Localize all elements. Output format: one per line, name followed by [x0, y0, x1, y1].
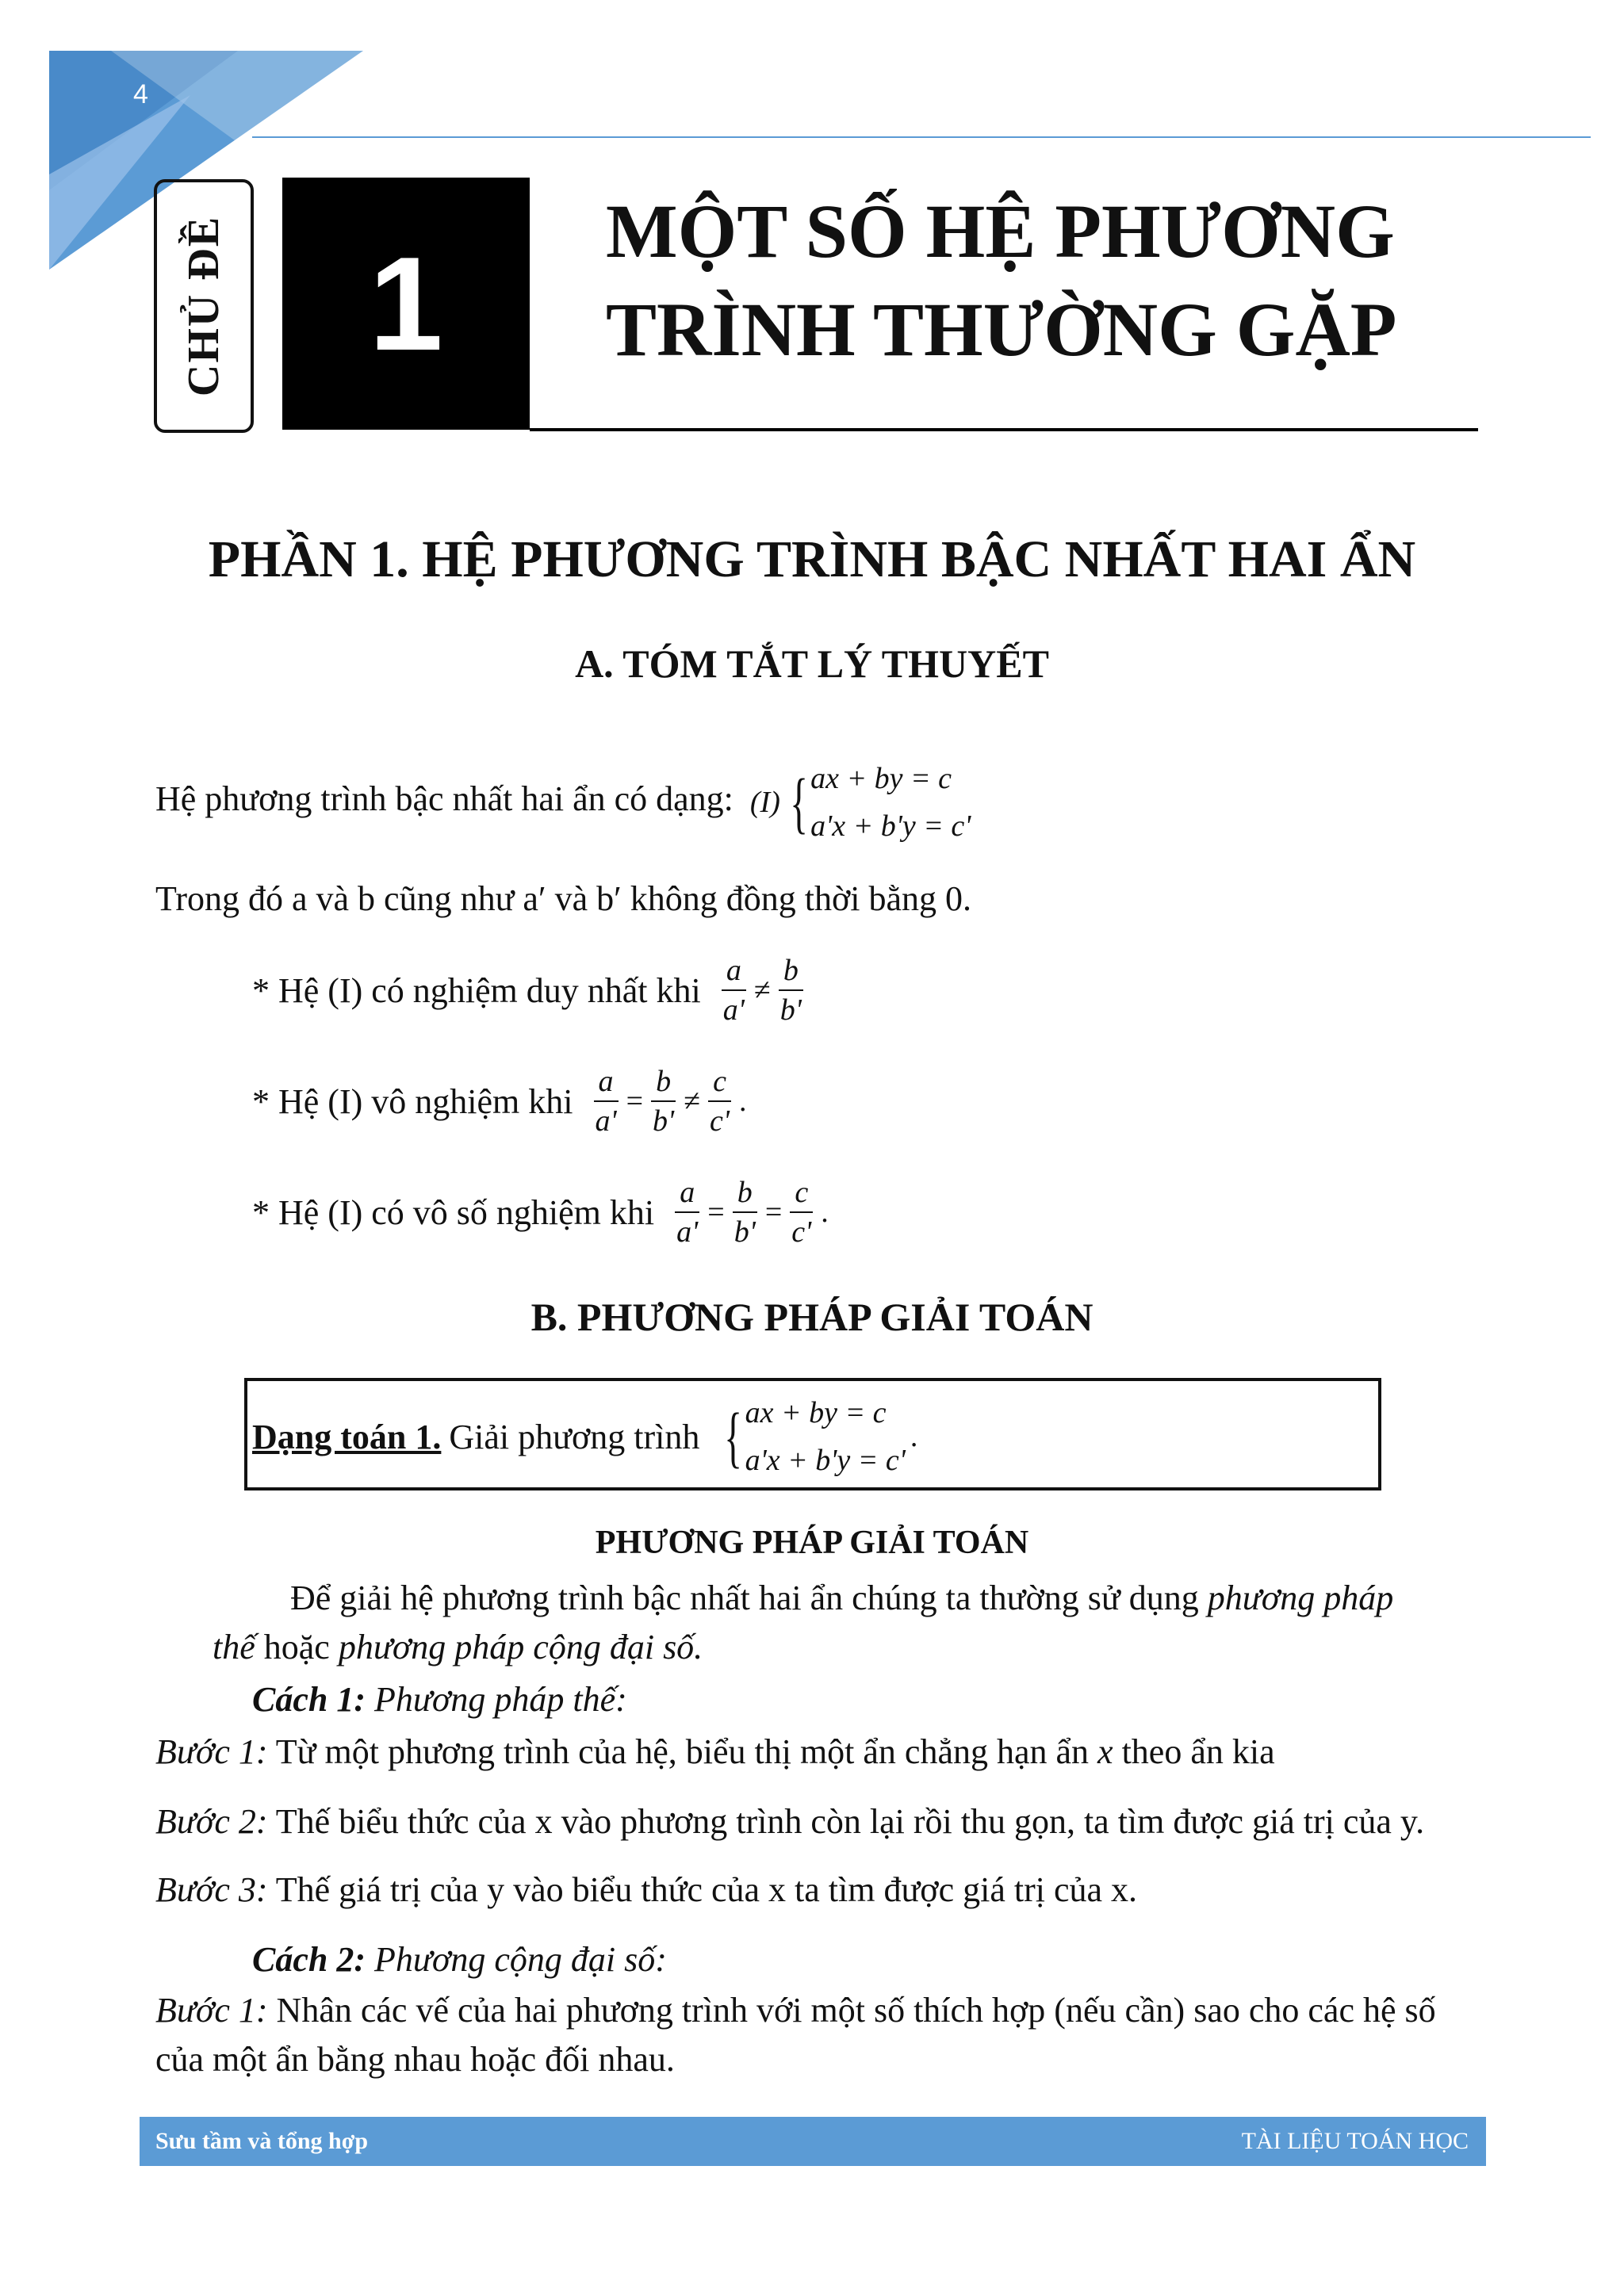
- step-3: [155, 1869, 1137, 1910]
- section-a-title: A. TÓM TẮT LÝ THUYẾT: [575, 641, 1049, 686]
- chapter-number: 1: [282, 178, 530, 430]
- chapter-title-rule: [530, 428, 1478, 431]
- step-1: [155, 1732, 1275, 1772]
- topic-badge-text: CHỦ ĐỀ: [179, 215, 228, 397]
- system-definition: [155, 755, 971, 850]
- system-label: (I): [749, 786, 780, 819]
- case-none-formula: $\frac{a}{a'}$ = $\frac{b}{b'}$ ≠ $\frac{c}{c'}$ .: [587, 1062, 748, 1140]
- method-2-step-1-cont: của một ẩn bằng nhau hoặc đối nhau.: [155, 2040, 675, 2079]
- case-none-text: * Hệ (I) vô nghiệm khi: [252, 1081, 573, 1121]
- case-unique-text: * Hệ (I) có nghiệm duy nhất khi: [252, 970, 701, 1010]
- method-1-label: Cách 1:: [252, 1680, 366, 1719]
- page-number: 4: [133, 79, 148, 109]
- method-intro-line1: [290, 1578, 1393, 1618]
- step-3-text: Thế giá trị của y vào biểu thức của x ta tìm được giá trị của x.: [275, 1870, 1138, 1909]
- topic-badge: [154, 179, 254, 433]
- problem-equation-system: { ax + by = c a'x + b'y = c': [723, 1389, 906, 1484]
- step-2-label: Bước 2:: [155, 1802, 268, 1841]
- problem-equation-2: a'x + b'y = c': [745, 1444, 906, 1477]
- equation-1: ax + by = c: [810, 762, 952, 795]
- method-2-step-1-label: Bước 1:: [155, 1991, 268, 2030]
- section-b-title: B. PHƯƠNG PHÁP GIẢI TOÁN: [530, 1295, 1094, 1339]
- case-unique-formula: $\frac{a}{a'}$ ≠ $\frac{b}{b'}$: [715, 951, 810, 1029]
- part-title: PHẦN 1. HỆ PHƯƠNG TRÌNH BẬC NHẤT HAI ẨN: [208, 530, 1416, 588]
- condition-text: Trong đó a và b cũng như a′ và b′ không đồng thời bằng 0.: [155, 879, 971, 918]
- chapter-title: [606, 182, 1396, 379]
- chapter-title-line2: TRÌNH THƯỜNG GẶP: [606, 287, 1397, 372]
- header-rule: [252, 136, 1591, 138]
- step-2-text: Thế biểu thức của x vào phương trình còn lại rồi thu gọn, ta tìm được giá trị của y.: [275, 1802, 1425, 1841]
- method-or: hoặc: [263, 1628, 330, 1667]
- method-intro-italic: phương pháp: [1207, 1578, 1394, 1617]
- equation-2: a'x + b'y = c': [810, 809, 971, 843]
- footer-left-text: Sưu tầm và tổng hợp: [155, 2128, 369, 2154]
- problem-equation-1: ax + by = c: [745, 1396, 887, 1429]
- case-infinite-text: * Hệ (I) có vô số nghiệm khi: [252, 1192, 655, 1232]
- method-intro-line2: [213, 1627, 703, 1667]
- step-1-variable: x: [1097, 1732, 1113, 1771]
- method-intro-text: Để giải hệ phương trình bậc nhất hai ẩn chúng ta thường sử dụng: [290, 1578, 1199, 1617]
- case-no-solution: [252, 1062, 749, 1140]
- step-2: [155, 1801, 1424, 1842]
- method-1-name: Phương pháp thế:: [374, 1680, 627, 1719]
- chapter-title-line1: MỘT SỐ HỆ PHƯƠNG: [606, 189, 1395, 274]
- intro-text: Hệ phương trình bậc nhất hai ẩn có dạng:: [155, 779, 733, 819]
- case-infinite-solutions: [252, 1173, 830, 1251]
- method-2-heading: [252, 1939, 667, 1980]
- method-heading: PHƯƠNG PHÁP GIẢI TOÁN: [595, 1525, 1029, 1561]
- step-3-label: Bước 3:: [155, 1870, 268, 1909]
- method-substitution: thế: [213, 1628, 255, 1667]
- case-infinite-formula: $\frac{a}{a'}$ = $\frac{b}{b'}$ = $\frac{c}{c'}$ .: [668, 1173, 830, 1251]
- footer-bar: [140, 2117, 1486, 2166]
- problem-type-label: Dạng toán 1.: [252, 1417, 442, 1456]
- method-2-label: Cách 2:: [252, 1940, 366, 1979]
- step-1-label: Bước 1:: [155, 1732, 268, 1771]
- method-addition: phương pháp cộng đại số.: [338, 1628, 703, 1667]
- problem-type: Dạng toán 1. Giải phương trình { ax + by = c a'x + b'y = c' .: [252, 1389, 919, 1484]
- problem-type-text: Giải phương trình: [449, 1417, 700, 1456]
- method-2-name: Phương cộng đại số:: [374, 1940, 667, 1979]
- method-2-step-1: [155, 1990, 1436, 2030]
- equation-system: { ax + by = c a'x + b'y = c': [789, 755, 971, 850]
- method-2-step-1-text: Nhân các vế của hai phương trình với một số thích hợp (nếu cần) sao cho các hệ số: [276, 1991, 1436, 2030]
- step-1-text-end: theo ẩn kia: [1121, 1732, 1275, 1771]
- method-1-heading: [252, 1679, 627, 1720]
- case-unique-solution: [252, 951, 810, 1029]
- footer-right-text: TÀI LIỆU TOÁN HỌC: [1241, 2128, 1469, 2154]
- step-1-text: Từ một phương trình của hệ, biểu thị một ẩn chẳng hạn ẩn: [275, 1732, 1090, 1771]
